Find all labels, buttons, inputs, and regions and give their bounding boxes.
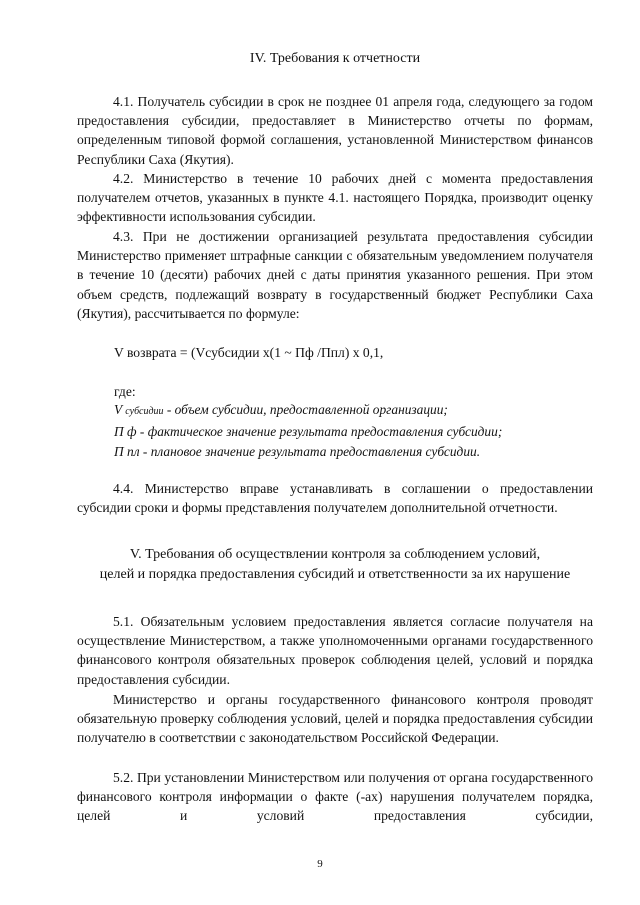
refund-formula: V возврата = (Vсубсидии х(1 ~ Пф /Ппл) х 0,1,: [114, 345, 384, 360]
paragraph-4-2: 4.2. Министерство в течение 10 рабочих дней с момента предоставления получателем отчетов, указанных в пункте 4.1. настоящего Порядка, производит оценку эффективности использования субсидии.: [77, 171, 593, 225]
definition-actual-value: [114, 422, 594, 442]
definition-symbol: П: [114, 444, 124, 459]
paragraph-5-1: 5.1. Обязательным условием предоставления является согласие получателя на осуществление Министерством, а также уполномоченными органами государственного финансового контроля обязательных проверок соблюдения целей, условий и порядка предоставления субсидии.: [77, 614, 593, 687]
definition-text: - объем субсидии, предоставленной организации;: [163, 402, 448, 417]
paragraph-4-4: 4.4. Министерство вправе устанавливать в соглашении о предоставлении субсидии сроки и формы представления получателем дополнительной отчетности.: [77, 481, 593, 516]
definition-text: - фактическое значение результата предоставления субсидии;: [136, 424, 503, 439]
formula-definitions: [114, 400, 594, 462]
definition-text: - плановое значение результата предоставления субсидии.: [139, 444, 481, 459]
definition-symbol: П: [114, 424, 124, 439]
definition-subscript: пл: [127, 444, 140, 459]
section-5-heading-line-1: V. Требования об осуществлении контроля за соблюдением условий,: [129, 547, 541, 562]
page-number: 9: [317, 858, 323, 870]
definition-planned-value: [114, 442, 594, 462]
section-5-heading: [71, 545, 599, 585]
paragraph-4-1: 4.1. Получатель субсидии в срок не позднее 01 апреля года, следующего за годом предоставления субсидии, предоставляет в Министерство отчеты по формам, определенным типовой формой соглашения, установленной Министерством финансов Республики Саха (Якутия).: [77, 94, 593, 167]
definition-symbol: V: [114, 402, 122, 417]
paragraph-5-2: 5.2. При установлении Министерством или получения от органа государственного финансового контроля информации о факте (-ах) нарушения получателем порядка, целей и условий предоставления субсидии,: [77, 770, 593, 824]
section-4-heading: IV. Требования к отчетности: [249, 51, 421, 66]
formula-where-label: где:: [114, 384, 136, 399]
section-5-heading-line-2: целей и порядка предоставления субсидий и ответственности за их нарушение: [99, 567, 571, 582]
definition-subscript: ф: [127, 424, 137, 439]
definition-subscript: субсидии: [125, 406, 164, 417]
paragraph-4-3: 4.3. При не достижении организацией результата предоставления субсидии Министерство применяет штрафные санкции с обязательным уведомлением получателя в течение 10 (десяти) рабочих дней с даты принятия указанного решения. При этом объем средств, подлежащий возврату в государственный бюджет Республики Саха (Якутия), рассчитывается по формуле:: [77, 229, 593, 321]
definition-subsidy-volume: [114, 400, 594, 422]
paragraph-5-1-continued: Министерство и органы государственного финансового контроля проводят обязательную проверку соблюдения условий, целей и порядка предоставления субсидии получателю в соответствии с законодательством Российской Федерации.: [77, 692, 593, 746]
